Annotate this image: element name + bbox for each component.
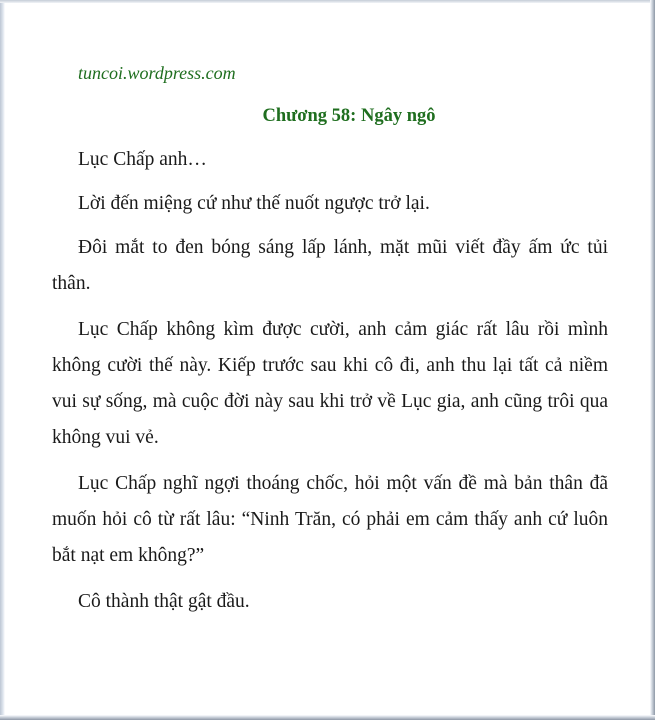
paragraph-2: Lời đến miệng cứ như thế nuốt ngược trở lại. (78, 193, 430, 214)
paragraph-5: Lục Chấp nghĩ ngợi thoáng chốc, hỏi một vấn đề mà bản thân đã muốn hỏi cô từ rất lâu: “Ninh Trăn, có phải em cảm thấy anh cứ luôn bắt nạt em không?” (52, 473, 608, 566)
window-border-bottom (0, 715, 655, 720)
paragraph-1: Lục Chấp anh… (78, 149, 207, 170)
window-border-right (650, 0, 655, 720)
window-border-top (0, 0, 655, 3)
paragraph-4: Lục Chấp không kìm được cười, anh cảm giác rất lâu rồi mình không cười thế này. Kiếp trước sau khi cô đi, anh thu lại tất cả niềm vui sự sống, mà cuộc đời này sau khi trở về Lục gia, anh cũng trôi qua không vui vẻ. (52, 319, 608, 448)
paragraph-6: Cô thành thật gật đầu. (78, 591, 250, 612)
site-watermark: tuncoi.wordpress.com (78, 63, 236, 83)
paragraph-3: Đôi mắt to đen bóng sáng lấp lánh, mặt mũi viết đầy ấm ức tủi thân. (52, 237, 608, 294)
chapter-title: Chương 58: Ngây ngô (262, 106, 436, 126)
document-page (52, 58, 608, 620)
